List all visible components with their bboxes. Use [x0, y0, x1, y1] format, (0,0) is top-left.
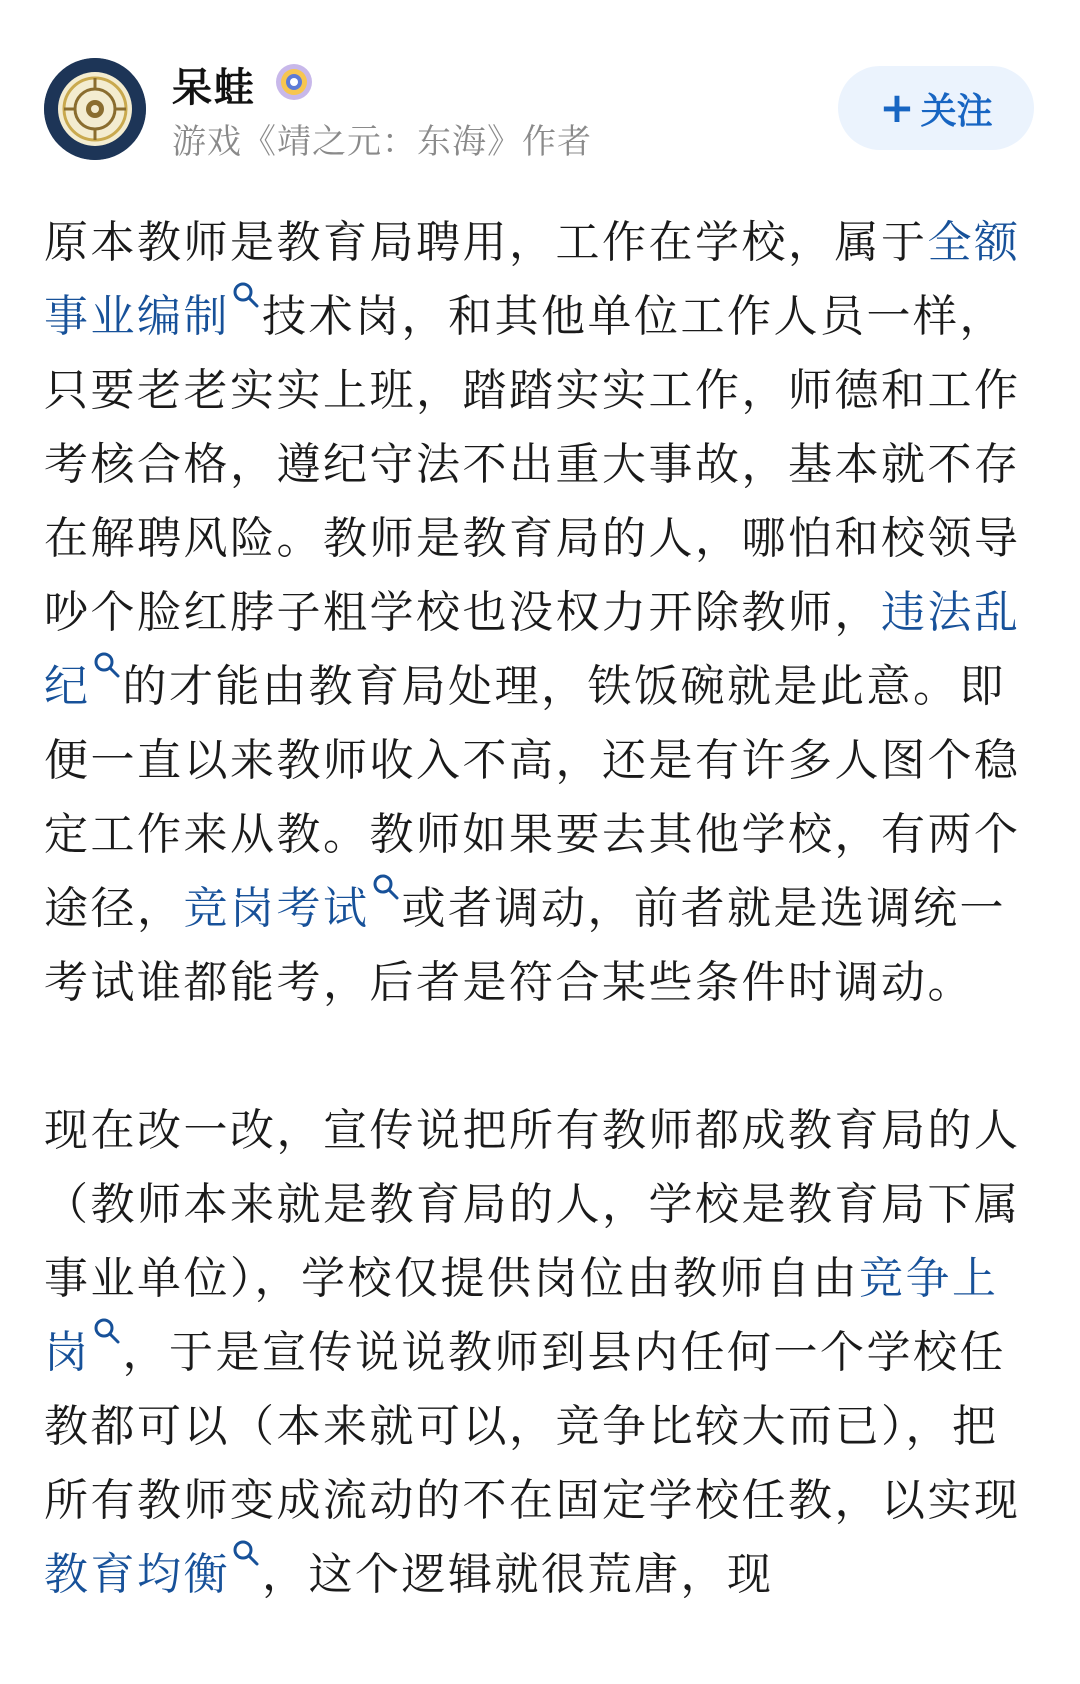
answer-body: [44, 206, 1036, 1612]
answer-paragraph: [44, 206, 1036, 1020]
author-description: 游戏《靖之元：东海》作者: [172, 122, 592, 162]
plus-icon: +: [879, 83, 915, 132]
keyword-search-link[interactable]: 教育均衡: [44, 1549, 230, 1600]
follow-button[interactable]: [838, 66, 1034, 150]
paragraph-text: ，这个逻辑就很荒唐，现: [262, 1549, 774, 1600]
keyword-search-link[interactable]: 全额事业编制: [44, 217, 1021, 342]
paragraph-text: 或者调动，前者就是选调统一考试谁都能考，后者是符合某些条件时调动。: [44, 883, 1006, 1008]
paragraph-text: 原本教师是教育局聘用，工作在学校，属于: [44, 217, 928, 268]
keyword-search-link[interactable]: 竞岗考试: [183, 883, 370, 934]
author-avatar[interactable]: [44, 58, 146, 160]
search-icon[interactable]: [93, 651, 121, 679]
answer-author-header: [0, 0, 1080, 180]
search-icon[interactable]: [93, 1317, 121, 1345]
answer-paragraph: [44, 1094, 1036, 1612]
follow-label: 关注: [920, 90, 993, 132]
paragraph-text: 技术岗，和其他单位工作人员一样，只要老老实实上班，踏踏实实工作，师德和工作考核合格，遵纪守法不出重大事故，基本就不存在解聘风险。教师是教育局的人，哪怕和校领导吵个脸红脖子粗学校也没权力开除教师，: [44, 291, 1021, 638]
paragraph-text: ，于是宣传说说教师到县内任何一个学校任教都可以（本来就可以，竞争比较大而已），把所有教师变成流动的不在固定学校任教，以实现: [44, 1327, 1021, 1526]
paragraph-text: 的才能由教育局处理，铁饭碗就是此意。即便一直以来教师收入不高，还是有许多人图个稳定工作来从教。教师如果要去其他学校，有两个途径，: [44, 661, 1021, 934]
verified-badge-icon: [274, 62, 314, 102]
search-icon[interactable]: [372, 873, 400, 901]
keyword-search-link[interactable]: 违法乱纪: [44, 587, 1021, 712]
search-icon[interactable]: [232, 1539, 260, 1567]
search-icon[interactable]: [232, 281, 260, 309]
author-name[interactable]: 呆蛙: [172, 65, 256, 111]
keyword-search-link[interactable]: 竞争上岗: [44, 1253, 999, 1378]
emblem-avatar-icon: [44, 58, 146, 160]
paragraph-text: 现在改一改，宣传说把所有教师都成教育局的人（教师本来就是教育局的人，学校是教育局下属事业单位），学校仅提供岗位由教师自由: [44, 1105, 1021, 1304]
